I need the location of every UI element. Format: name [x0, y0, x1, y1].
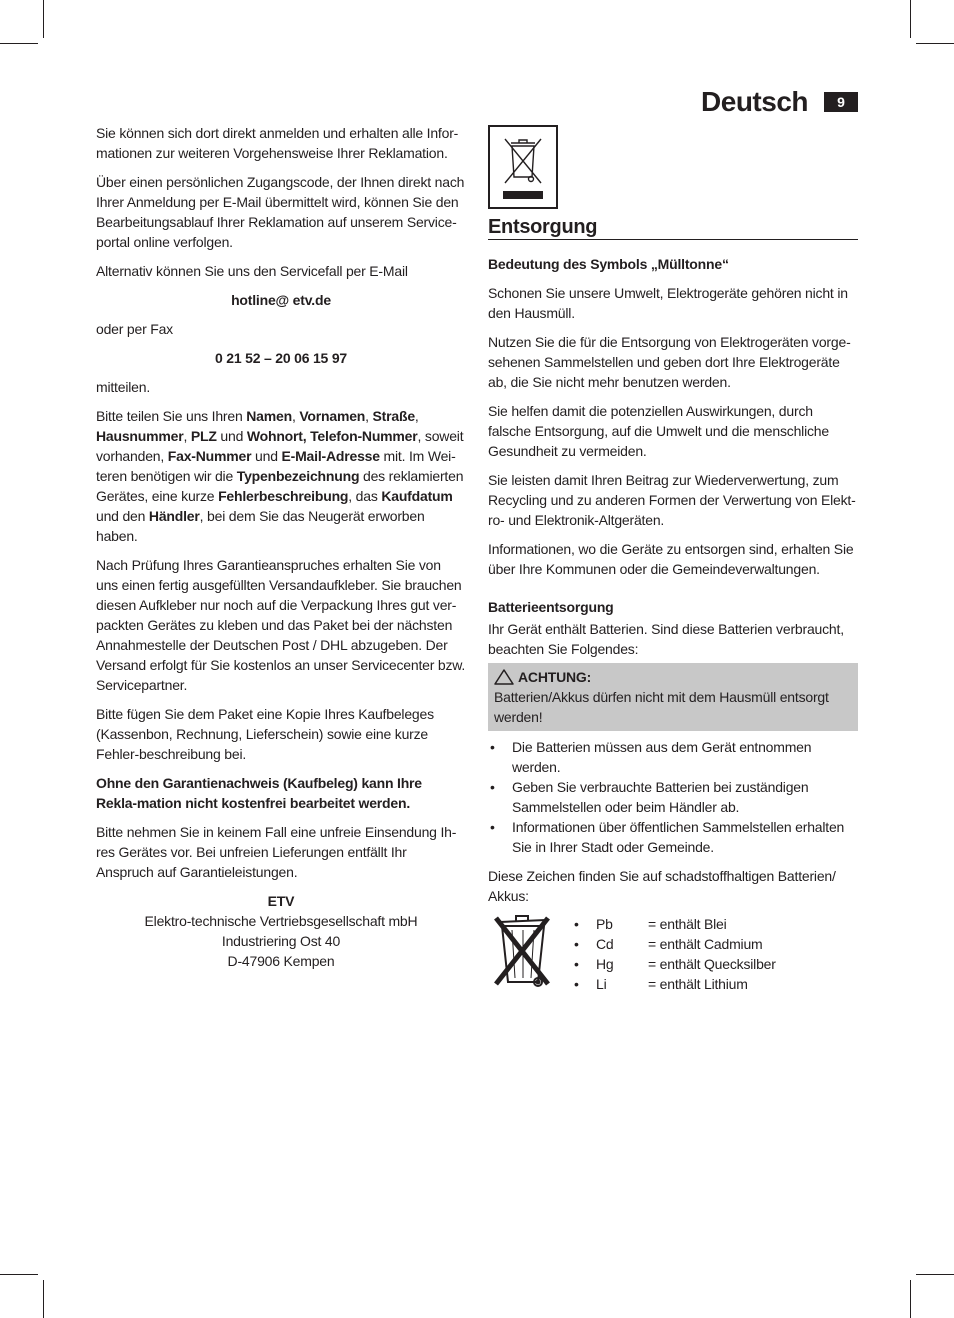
required-info-paragraph: Bitte teilen Sie uns Ihren Namen, Vornamen, Straße, Hausnummer, PLZ und Wohnort, Telefon-Nummer, soweit vorhanden, Fax-Nummer und E-Mail-Adresse mit. Im Wei-teren benötigen wir die Typenbezeichnung des reklamierten Gerätes, eine kurze Fehlerbeschreibung, das Kaufdatum und den Händler, bei dem Sie das Neugerät erworben haben.: [96, 408, 464, 544]
chemical-symbol: • Cd: [596, 936, 614, 952]
language-title: Deutsch: [701, 86, 808, 117]
crop-mark: [43, 1280, 44, 1318]
crop-mark: [916, 43, 954, 44]
hotline-email: hotline@ etv.de: [231, 292, 331, 308]
company-street: Industriering Ost 40: [221, 933, 341, 949]
crop-mark: [910, 1280, 911, 1318]
chemical-item: [572, 974, 776, 994]
chemical-meaning: = enthält Quecksilber: [648, 956, 776, 972]
chemical-meaning: = enthält Blei: [648, 916, 727, 932]
page-header: [701, 86, 858, 118]
crop-mark: [0, 1274, 38, 1275]
section-title: Entsorgung: [488, 217, 858, 240]
company-address: [96, 891, 466, 971]
signs-intro: Diese Zeichen finden Sie auf schadstoffhaltigen Batterien/ Akkus:: [488, 868, 836, 904]
symbol-heading: Bedeutung des Symbols „Mülltonne“: [488, 256, 729, 272]
list-item: • Informationen über öffentlichen Sammelstellen erhalten Sie in Ihrer Stadt oder Gemeinde.: [488, 817, 858, 857]
chemical-meaning: = enthält Lithium: [648, 976, 748, 992]
crop-mark: [916, 1274, 954, 1275]
paragraph: Sie leisten damit Ihren Beitrag zur Wiederverwertung, zum Recycling und zu anderen Formen der Verwertung von Elekt-ro- und Elektronik-Altgeräten.: [488, 472, 856, 528]
fax-number: 0 21 52 – 20 06 15 97: [214, 350, 348, 366]
warning-box: [488, 663, 858, 731]
paragraph: oder per Fax: [96, 321, 173, 337]
company-full-name: Elektro-technische Vertriebsgesellschaft mbH: [144, 913, 418, 929]
paragraph: Bitte fügen Sie dem Paket eine Kopie Ihres Kaufbeleges (Kassenbon, Rechnung, Lieferschein) sowie eine kurze Fehler-beschreibung bei.: [96, 706, 434, 762]
chemical-meaning: = enthält Cadmium: [648, 936, 763, 952]
chemical-symbol: • Li: [596, 976, 607, 992]
crossed-bin-icon: [495, 131, 551, 203]
paragraph: Nach Prüfung Ihres Garantieanspruches erhalten Sie von uns einen fertig ausgefüllten Versandaufkleber. Sie brauchen diesen Aufkleber nur noch auf die Verpackung Ihres gut ver-packten Gerätes zu kleben und das Paket bei der nächsten Annahmestelle der Deutschen Post / DHL abzugeben. Der Versand erfolgt für Sie kostenlos an unser Servicecenter bzw. Servicepartner.: [96, 557, 466, 693]
paragraph: Nutzen Sie die für die Entsorgung von Elektrogeräten vorge-sehenen Sammelstellen und geben dort Ihre Elektrogeräte ab, die Sie nicht mehr benutzen werden.: [488, 334, 851, 390]
warning-triangle-icon: [494, 669, 514, 685]
battery-instructions: [488, 737, 858, 857]
left-column: [96, 123, 466, 971]
paragraph: mitteilen.: [96, 379, 151, 395]
paragraph: Alternativ können Sie uns den Servicefall per E-Mail: [96, 263, 408, 279]
paragraph: Sie können sich dort direkt anmelden und erhalten alle Infor-mationen zur weiteren Vorgehensweise Ihrer Reklamation.: [96, 125, 459, 161]
crop-mark: [910, 0, 911, 38]
crop-mark: [43, 0, 44, 38]
paragraph: Sie helfen damit die potenziellen Auswirkungen, durch falsche Entsorgung, auf die Umwelt und die menschliche Gesundheit zu vermeiden.: [488, 403, 829, 459]
chemical-symbol: • Pb: [596, 916, 613, 932]
warning-text: Batterien/Akkus dürfen nicht mit dem Hausmüll entsorgt werden!: [494, 689, 829, 725]
waste-bin-symbol: [488, 125, 558, 209]
crop-mark: [0, 43, 38, 44]
crossed-battery-bin-icon: [488, 910, 558, 990]
paragraph: Über einen persönlichen Zugangscode, der Ihnen direkt nach Ihrer Anmeldung per E-Mail übermittelt wird, können Sie den Bearbeitungsablauf Ihrer Reklamation auf unserem Service-portal online verfolgen.: [96, 174, 465, 250]
chemical-item: [572, 954, 776, 974]
list-item: • Geben Sie verbrauchte Batterien bei zuständigen Sammelstellen oder beim Händler ab.: [488, 777, 858, 817]
company-name: ETV: [267, 893, 295, 909]
chemical-list: [572, 914, 776, 994]
company-city: D-47906 Kempen: [227, 953, 335, 969]
paragraph: Informationen, wo die Geräte zu entsorgen sind, erhalten Sie über Ihre Kommunen oder die Gemeindeverwaltungen.: [488, 541, 854, 577]
paragraph: Bitte nehmen Sie in keinem Fall eine unfreie Einsendung Ih-res Gerätes vor. Bei unfreien Lieferungen entfällt Ihr Anspruch auf Garantieleistungen.: [96, 824, 457, 880]
warranty-notice: Ohne den Garantienachweis (Kaufbeleg) kann Ihre Rekla-mation nicht kostenfrei bearbeitet werden.: [96, 775, 422, 811]
battery-heading: Batterieentsorgung: [488, 599, 614, 615]
warning-title: ACHTUNG:: [518, 669, 592, 685]
chemical-item: [572, 934, 776, 954]
paragraph: Schonen Sie unsere Umwelt, Elektrogeräte gehören nicht in den Hausmüll.: [488, 285, 848, 321]
right-column: [488, 125, 858, 994]
chemical-symbol: • Hg: [596, 956, 614, 972]
battery-symbols: [488, 910, 858, 994]
chemical-item: [572, 914, 776, 934]
battery-intro: Ihr Gerät enthält Batterien. Sind diese Batterien verbraucht, beachten Sie Folgendes:: [488, 621, 844, 657]
page-number: 9: [824, 92, 858, 112]
list-item: • Die Batterien müssen aus dem Gerät entnommen werden.: [488, 737, 858, 777]
